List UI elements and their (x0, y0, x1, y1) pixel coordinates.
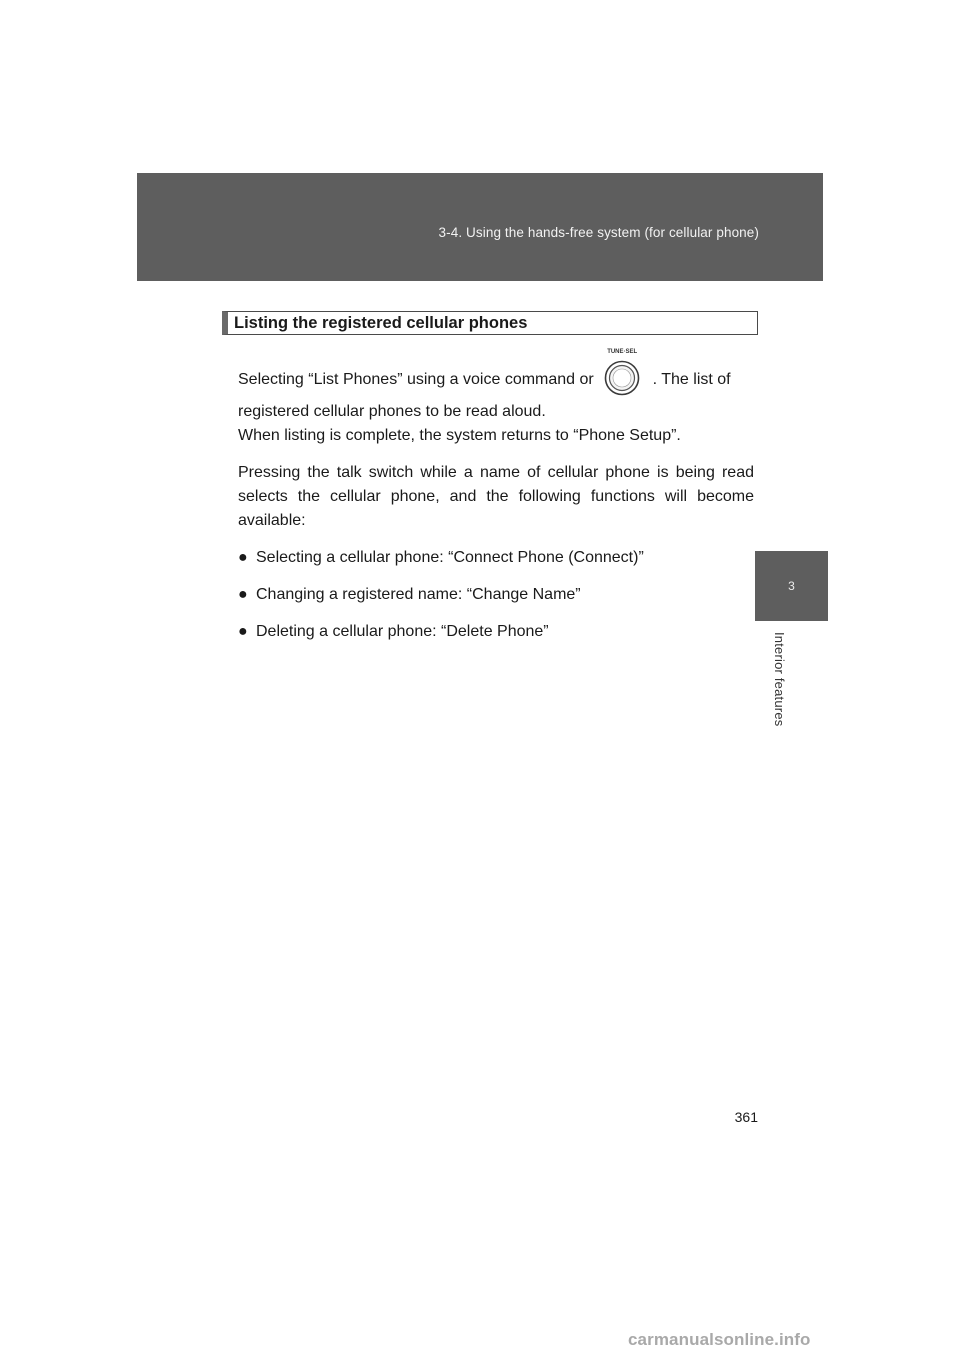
body-line-2: registered cellular phones to be read aloud. (238, 403, 546, 420)
watermark-text: carmanualsonline.info (628, 1330, 811, 1349)
tune-sel-label: TUNE·SEL (607, 349, 638, 355)
body-line-3: When listing is complete, the system returns to “Phone Setup”. (238, 427, 681, 444)
bullet-icon: ● (238, 586, 248, 603)
chapter-label: Interior features (772, 632, 787, 727)
bullet-text: Changing a registered name: “Change Name” (256, 586, 581, 603)
knob-icon (604, 360, 640, 396)
line1-text-after: . The list of (652, 371, 731, 389)
section-body (238, 349, 754, 644)
bullet-text: Selecting a cellular phone: “Connect Phone (Connect)” (256, 549, 644, 566)
bullet-icon: ● (238, 549, 248, 566)
body-line-1 (238, 349, 754, 398)
chapter-tab (755, 551, 828, 621)
chapter-header-band (137, 173, 823, 281)
bullet-icon: ● (238, 623, 248, 640)
section-heading: Listing the registered cellular phones (222, 311, 758, 335)
bullet-item (238, 583, 754, 607)
line1-text-before: Selecting “List Phones” using a voice command or (238, 371, 594, 389)
paragraph-talk-switch: Pressing the talk switch while a name of cellular phone is being read selects the cellular phone, and the following functions will become available: (238, 464, 754, 529)
bullet-text: Deleting a cellular phone: “Delete Phone” (256, 623, 549, 640)
bullet-item (238, 546, 754, 570)
header-section-title: 3-4. Using the hands-free system (for cellular phone) (438, 225, 759, 240)
chapter-number: 3 (788, 579, 795, 593)
page-number: 361 (734, 1109, 758, 1125)
tune-sel-knob-icon (604, 349, 640, 396)
bullet-item (238, 620, 754, 644)
